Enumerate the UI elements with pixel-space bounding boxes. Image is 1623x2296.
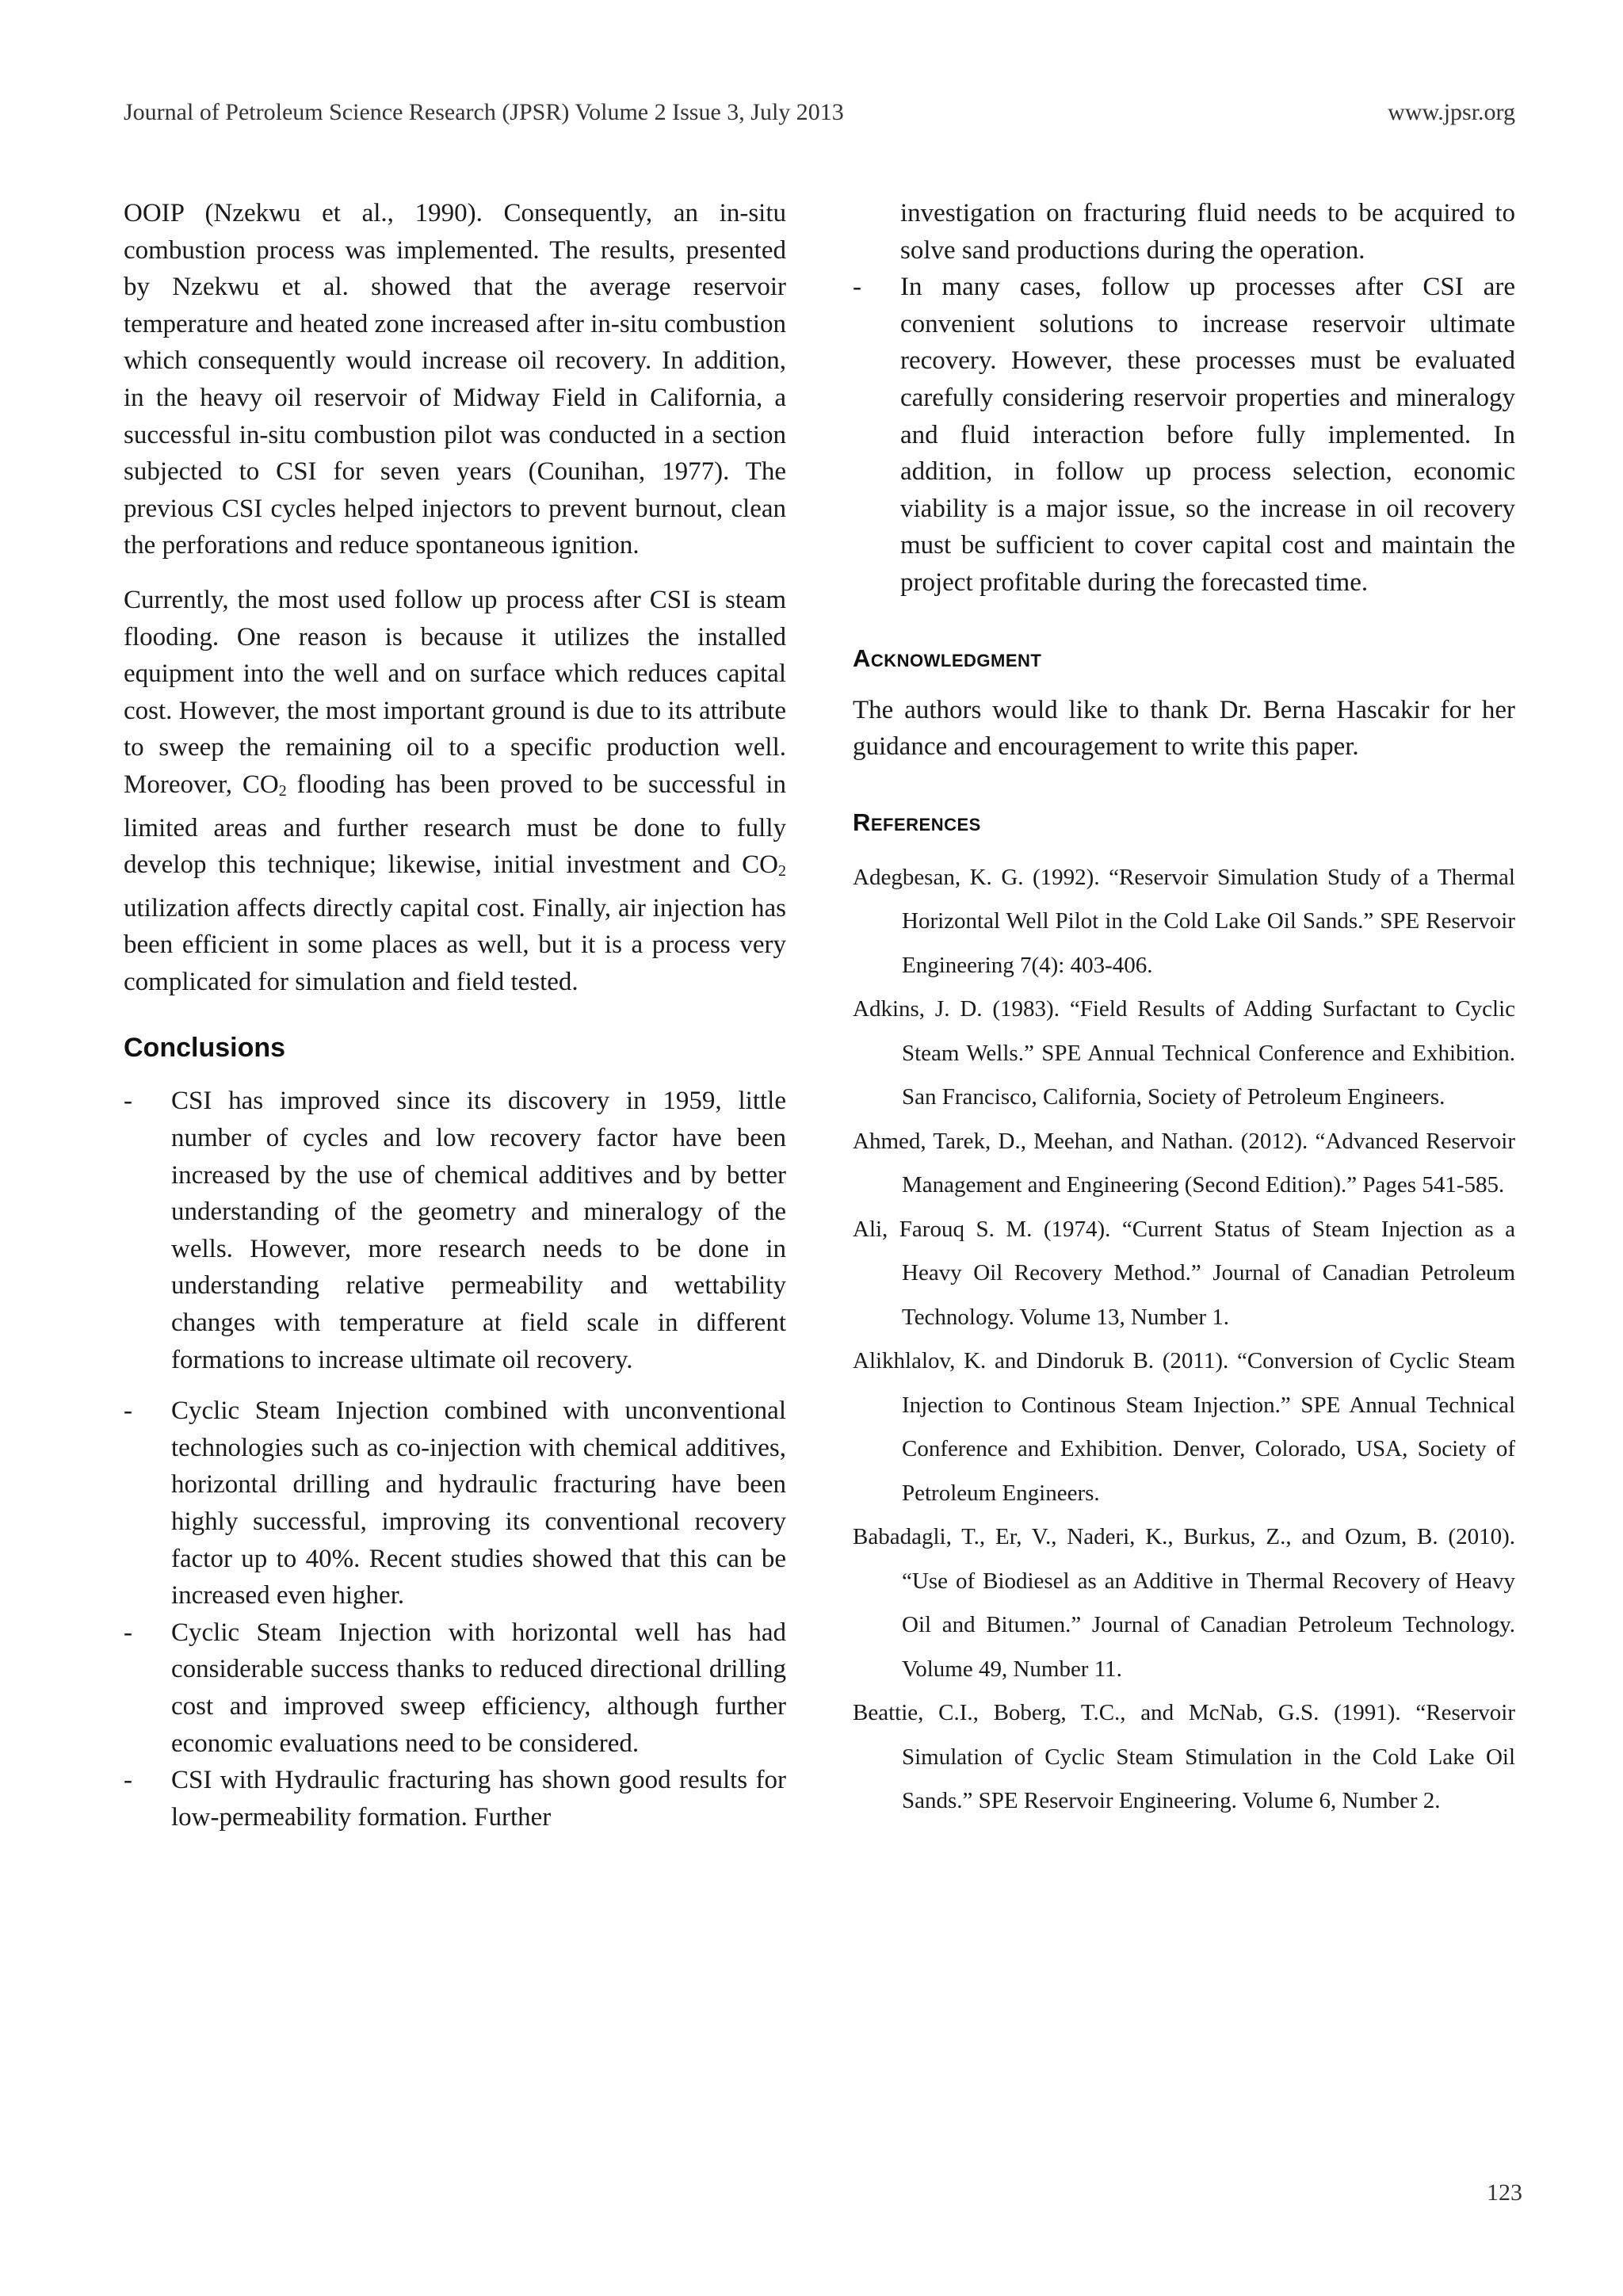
list-item-text: investigation on fracturing fluid needs to be acquired to solve sand productions during the operation. — [900, 199, 1515, 265]
bullet-dash: - — [853, 273, 861, 302]
list-item-continued — [853, 195, 1515, 269]
conclusions-list-continued — [853, 195, 1515, 602]
bullet-dash: - — [124, 1618, 132, 1647]
running-header — [124, 97, 1515, 128]
bullet-dash: - — [124, 1396, 132, 1426]
references-heading: References — [853, 808, 981, 836]
reference-entry: Adegbesan, K. G. (1992). “Reservoir Simulation Study of a Thermal Horizontal Well Pilot in the Cold Lake Oil Sands.” SPE Reservoir Engineering 7(4): 403-406. — [853, 864, 1515, 978]
reference-list — [853, 856, 1515, 1824]
bullet-dash: - — [124, 1087, 132, 1116]
co2-subscript-2: 2 — [778, 862, 786, 881]
para2-text-b: flooding has been proved to be successful in limited areas and further research must be done to fully develop this technique; likewise, initial investment and CO — [124, 770, 787, 880]
list-item — [124, 1762, 786, 1836]
page-number: 123 — [1487, 2179, 1522, 2206]
body-paragraph-2 — [124, 582, 786, 1001]
list-item-text: CSI with Hydraulic fracturing has shown good results for low-permeability formation. Further — [171, 1766, 786, 1832]
reference-entry: Alikhlalov, K. and Dindoruk B. (2011). “Conversion of Cyclic Steam Injection to Continous Steam Injection.” SPE Annual Technical Conference and Exhibition. Denver, Colorado, USA, Society of Petroleum Engineers. — [853, 1348, 1515, 1506]
para2-text-c: utilization affects directly capital cost. Finally, air injection has been efficient in some places as well, but it is a process very complicated for simulation and field tested. — [124, 893, 786, 996]
list-item — [124, 1392, 786, 1614]
journal-website: www.jpsr.org — [1388, 99, 1515, 125]
para2-text-a: Currently, the most used follow up process after CSI is steam flooding. One reason is because it utilizes the installed equipment into the well and on surface which reduces capital cost. However, the most important ground is due to its attribute to sweep the remaining oil to a specific production well. Moreover, CO — [124, 585, 786, 799]
list-item — [124, 1083, 786, 1378]
list-item — [853, 269, 1515, 601]
acknowledgment-heading: Acknowledgment — [853, 644, 1042, 672]
reference-entry: Beattie, C.I., Boberg, T.C., and McNab, G.S. (1991). “Reservoir Simulation of Cyclic Steam Stimulation in the Cold Lake Oil Sands.” SPE Reservoir Engineering. Volume 6, Number 2. — [853, 1700, 1515, 1814]
co2-subscript-1: 2 — [278, 781, 287, 800]
body-paragraph-1: OOIP (Nzekwu et al., 1990). Consequently, an in-situ combustion process was implemented. The results, presented by Nzekwu et al. showed that the average reservoir temperature and heated zone increased after in-situ combustion which consequently would increase oil recovery. In addition, in the heavy oil reservoir of Midway Field in California, a successful in-situ combustion pilot was conducted in a section subjected to CSI for seven years (Counihan, 1977). The previous CSI cycles helped injectors to prevent burnout, clean the perforations and reduce spontaneous ignition. — [124, 199, 786, 560]
conclusions-heading: Conclusions — [124, 1033, 286, 1064]
list-item-text: In many cases, follow up processes after CSI are convenient solutions to increase reservoir ultimate recovery. However, these processes must be evaluated carefully considering reservoir properties and mineralogy and fluid interaction before fully implemented. In addition, in follow up process selection, economic viability is a major issue, so the increase in oil recovery must be sufficient to cover capital cost and maintain the project profitable during the forecasted time. — [900, 273, 1515, 597]
bullet-dash: - — [124, 1766, 132, 1795]
reference-entry: Ali, Farouq S. M. (1974). “Current Status of Steam Injection as a Heavy Oil Recovery Method.” Journal of Canadian Petroleum Technology. Volume 13, Number 1. — [853, 1216, 1515, 1330]
reference-entry: Babadagli, T., Er, V., Naderi, K., Burkus, Z., and Ozum, B. (2010). “Use of Biodiesel as an Additive in Thermal Recovery of Heavy Oil and Bitumen.” Journal of Canadian Petroleum Technology. Volume 49, Number 11. — [853, 1524, 1515, 1682]
reference-entry: Adkins, J. D. (1983). “Field Results of Adding Surfactant to Cyclic Steam Wells.” SPE Annual Technical Conference and Exhibition. San Francisco, California, Society of Petroleum Engineers. — [853, 996, 1515, 1110]
left-column — [124, 195, 786, 1836]
right-column — [853, 195, 1515, 1824]
list-item-text: CSI has improved since its discovery in 1959, little number of cycles and low recovery factor have been increased by the use of chemical additives and by better understanding of the geometry and mineralogy of the wells. However, more research needs to be done in understanding relative permeability and wettability changes with temperature at field scale in different formations to increase ultimate oil recovery. — [171, 1087, 786, 1374]
reference-entry: Ahmed, Tarek, D., Meehan, and Nathan. (2012). “Advanced Reservoir Management and Engineering (Second Edition).” Pages 541-585. — [853, 1128, 1515, 1198]
acknowledgment-text: The authors would like to thank Dr. Berna Hascakir for her guidance and encouragement to write this paper. — [853, 695, 1515, 762]
journal-title: Journal of Petroleum Science Research (JPSR) Volume 2 Issue 3, July 2013 — [124, 99, 844, 125]
list-item — [124, 1614, 786, 1762]
conclusions-list — [124, 1083, 786, 1836]
list-item-text: Cyclic Steam Injection combined with unconventional technologies such as co-injection with chemical additives, horizontal drilling and hydraulic fracturing have been highly successful, improving its conventional recovery factor up to 40%. Recent studies showed that this can be increased even higher. — [171, 1396, 786, 1610]
list-item-text: Cyclic Steam Injection with horizontal well has had considerable success thanks to reduced directional drilling cost and improved sweep efficiency, although further economic evaluations need to be considered. — [171, 1618, 786, 1758]
